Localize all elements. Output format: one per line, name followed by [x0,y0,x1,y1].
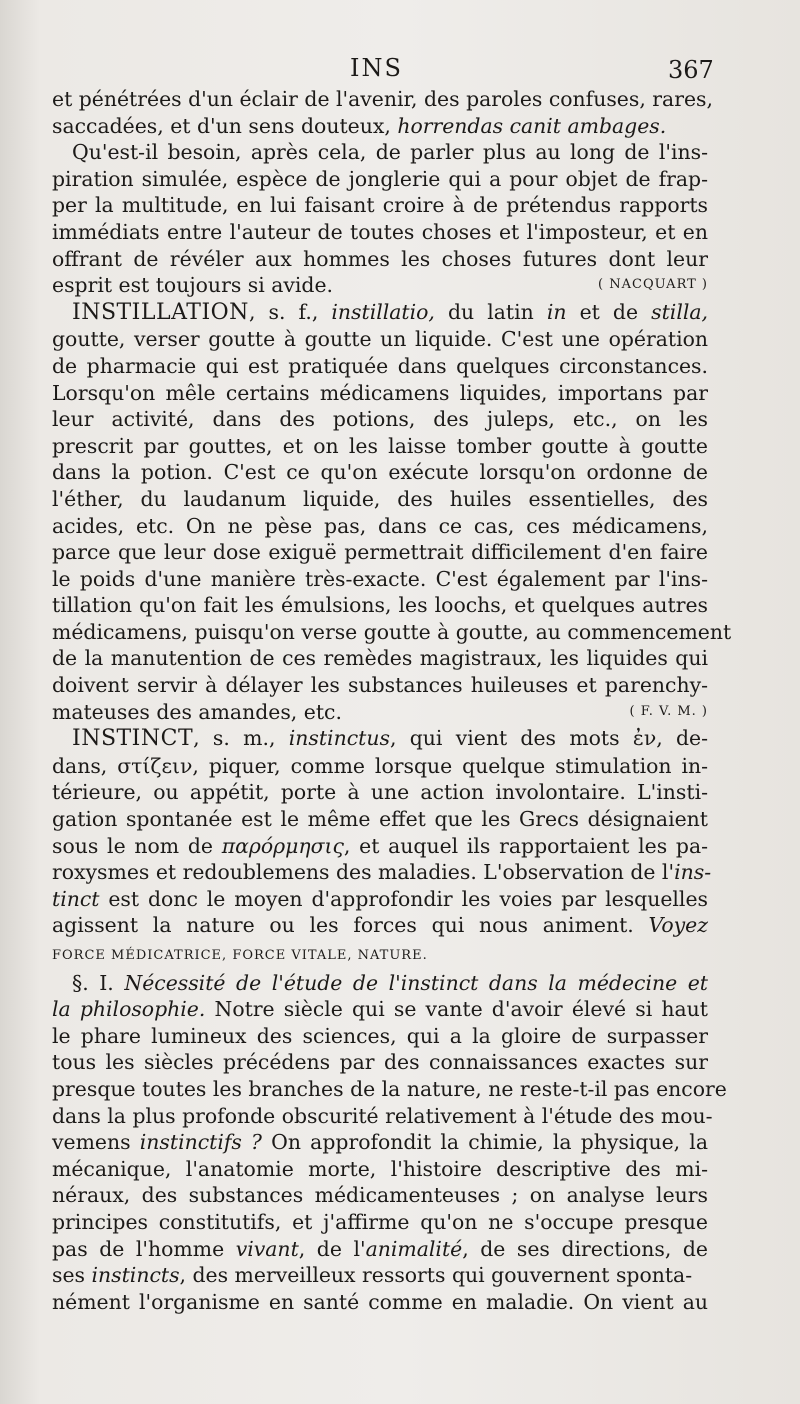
italic-text: stilla, [651,299,709,324]
text-run: est donc le moyen d'approfondir les voies par lesquelles [99,886,708,911]
text-line [52,113,708,140]
text-line [52,566,708,593]
text-line [52,1049,708,1076]
body-text [52,86,732,1315]
italic-text: tinct [52,886,100,911]
text-line [52,1103,713,1130]
text-line [52,645,708,672]
text-line [52,433,708,460]
text-run: , et auquel ils rapportaient les pa- [343,833,709,858]
entry-headword: INSTILLATION [72,299,249,325]
text-run: sous le nom de [52,833,222,858]
text-line [52,592,708,619]
text-run: parce que leur dose exiguë permettrait difficilement d'en faire [52,540,708,565]
text-run: nément l'organisme en santé comme en maladie. On vient au [52,1289,708,1314]
text-line [52,192,708,219]
text-line [52,619,732,646]
text-run: saccadées, et d'un sens douteux, [52,113,398,138]
text-line [52,1289,708,1316]
text-line [52,246,708,273]
text-run: , de l' [298,1236,366,1261]
page-header [0,54,800,86]
text-run: offrant de révéler aux hommes les choses futures dont leur [52,246,708,271]
text-line [52,699,708,726]
text-run: Qu'est-il besoin, après cela, de parler plus au long de l'ins- [72,140,708,165]
text-run: de pharmacie qui est pratiquée dans quelques circonstances. [52,353,708,378]
text-run: principes constitutifs, et j'affirme qu'on ne s'occupe presque [52,1209,708,1234]
text-run: gation spontanée est le même effet que les Grecs désignaient [52,807,708,832]
text-run: immédiats entre l'auteur de toutes choses et l'imposteur, et en [52,219,708,244]
text-run: per la multitude, en lui faisant croire à de prétendus rapports [52,193,708,218]
italic-text: Nécessité de l'étude de l'instinct dans la médecine et [124,970,708,995]
text-run: tous les siècles précédens par des connaissances exactes sur [52,1050,708,1075]
text-run: et de [566,299,652,324]
text-line [52,1262,708,1289]
text-line [52,1156,708,1183]
text-run: , s. m., [193,726,289,751]
italic-text: in [546,299,567,324]
text-line [52,939,708,970]
text-run: médicamens, puisqu'on verse goutte à goutte, au commencement [52,619,732,644]
text-line [52,353,708,380]
cross-reference: FORCE MÉDICATRICE, FORCE VITALE, NATURE. [52,948,428,963]
text-line [52,833,708,860]
text-run: pas de l'homme [52,1236,236,1261]
text-run: prescrit par gouttes, et on les laisse tomber goutte à goutte [52,433,708,458]
italic-text: instinctifs ? [139,1130,262,1155]
italic-text: instinctus [288,726,390,751]
italic-text: Voyez [648,913,708,938]
text-run: goutte, verser goutte à goutte un liquide. C'est une opération [52,327,708,352]
text-line [52,753,708,780]
text-line [52,912,708,939]
text-run: térieure, ou appétit, porte à une action involontaire. L'insti- [52,780,708,805]
page-number: 367 [668,56,714,84]
text-run: néraux, des substances médicamenteuses ; on analyse leurs [52,1183,708,1208]
italic-text: la philosophie. [52,997,206,1022]
italic-text: vivant [235,1236,299,1261]
text-line [52,459,708,486]
text-run: agissent la nature ou les forces qui nous animent. [52,913,649,938]
text-run: doivent servir à délayer les substances huileuses et parenchy- [52,673,708,698]
text-line [52,272,708,299]
text-line [52,406,708,433]
text-run: , des merveilleux ressorts qui gouvernent sponta- [179,1263,693,1288]
text-run: , qui vient des mots ἐν, de- [389,726,708,751]
italic-text: instincts [91,1263,180,1288]
text-line [52,970,708,997]
text-line [52,1182,708,1209]
text-line [52,1023,708,1050]
italic-text: horrendas canit ambages. [397,113,667,138]
text-line [52,486,708,513]
text-line [52,139,708,166]
text-run: acides, etc. On ne pèse pas, dans ce cas, ces médicamens, [52,513,708,538]
text-run: dans la potion. C'est ce qu'on exécute lorsqu'on ordonne de [52,460,708,485]
text-line [52,725,708,753]
text-run: tillation qu'on fait les émulsions, les loochs, et quelques autres [52,593,708,618]
text-line [52,859,712,886]
text-line [52,1076,727,1103]
text-line [52,86,713,113]
text-run: de la manutention de ces remèdes magistraux, les liquides qui [52,646,708,671]
text-run: , s. f., [248,299,332,324]
author-signature: ( NACQUART ) [598,277,708,293]
italic-text: instillatio, [331,299,435,324]
text-run: ses [52,1263,92,1288]
text-line [52,779,708,806]
text-run: dans, στίζειν, piquer, comme lorsque quelque stimulation in- [52,753,708,778]
text-run: Lorsqu'on mêle certains médicamens liquides, importans par [52,380,708,405]
text-run: du latin [434,299,547,324]
text-line [52,806,708,833]
text-run: l'éther, du laudanum liquide, des huiles essentielles, des [52,486,708,511]
text-line [52,996,708,1023]
text-run: le poids d'une manière très-exacte. C'est également par l'ins- [52,566,708,591]
text-run: esprit est toujours si avide. [52,273,334,298]
text-line [52,513,708,540]
text-run: vemens [52,1130,140,1155]
text-run: piration simulée, espèce de jonglerie qui a pour objet de frap- [52,166,708,191]
text-run: leur activité, dans des potions, des juleps, etc., on les [52,407,708,432]
text-run: dans la plus profonde obscurité relativement à l'étude des mou- [52,1103,713,1128]
text-run: mateuses des amandes, etc. [52,699,342,724]
text-line [52,886,708,913]
text-line [52,219,708,246]
text-run: §. I. [72,970,125,995]
entry-headword: INSTINCT [72,726,194,752]
text-line [52,1236,708,1263]
text-line [52,1129,708,1156]
text-line [52,380,708,407]
text-run: le phare lumineux des sciences, qui a la gloire de surpasser [52,1023,708,1048]
text-line [52,326,708,353]
running-head: INS [350,54,403,82]
text-run: mécanique, l'anatomie morte, l'histoire descriptive des mi- [52,1156,708,1181]
text-run: roxysmes et redoublemens des maladies. L'observation de l' [52,860,675,885]
author-signature: ( F. V. M. ) [629,703,708,719]
italic-text: animalité [365,1236,463,1261]
text-line [52,539,708,566]
text-run: Notre siècle qui se vante d'avoir élevé si haut [205,997,708,1022]
italic-text: παρόρμησις [221,833,344,858]
text-line [52,299,708,327]
text-line [52,1209,708,1236]
text-run: On approfondit la chimie, la physique, la [261,1130,708,1155]
text-run: et pénétrées d'un éclair de l'avenir, des paroles confuses, rares, [52,87,713,111]
text-line [52,166,708,193]
text-run: , de ses directions, de [462,1236,708,1261]
italic-text: ins- [674,860,712,885]
text-line [52,672,708,699]
text-run: presque toutes les branches de la nature, ne reste-t-il pas encore [52,1076,727,1101]
